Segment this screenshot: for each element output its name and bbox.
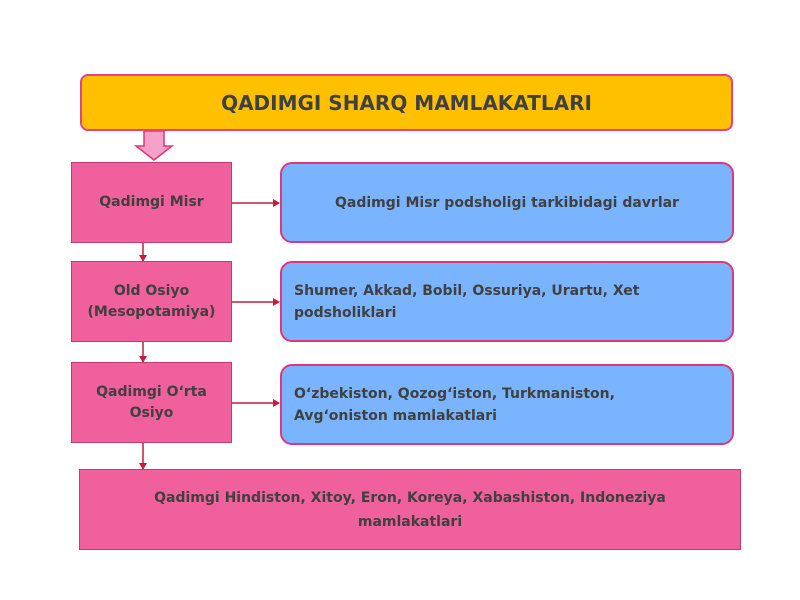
- node-orta-osiyo: Qadimgi O‘rta Osiyo: [71, 362, 232, 443]
- node-orta-osiyo-countries: O‘zbekiston, Qozog‘iston, Turkmaniston, Avg‘oniston mamlakatlari: [280, 364, 734, 445]
- node-qadimgi-misr: Qadimgi Misr: [71, 162, 232, 243]
- node-other-countries: Qadimgi Hindiston, Xitoy, Eron, Koreya, Xabashiston, Indoneziya mamlakatlari: [79, 469, 741, 550]
- title-down-arrow: [136, 131, 172, 160]
- diagram-title: QADIMGI SHARQ MAMLAKATLARI: [80, 74, 733, 131]
- node-misr-periods: Qadimgi Misr podsholigi tarkibidagi davrlar: [280, 162, 734, 243]
- node-old-osiyo-states: Shumer, Akkad, Bobil, Ossuriya, Urartu, Xet podsholiklari: [280, 261, 734, 342]
- node-old-osiyo: Old Osiyo (Mesopotamiya): [71, 261, 232, 342]
